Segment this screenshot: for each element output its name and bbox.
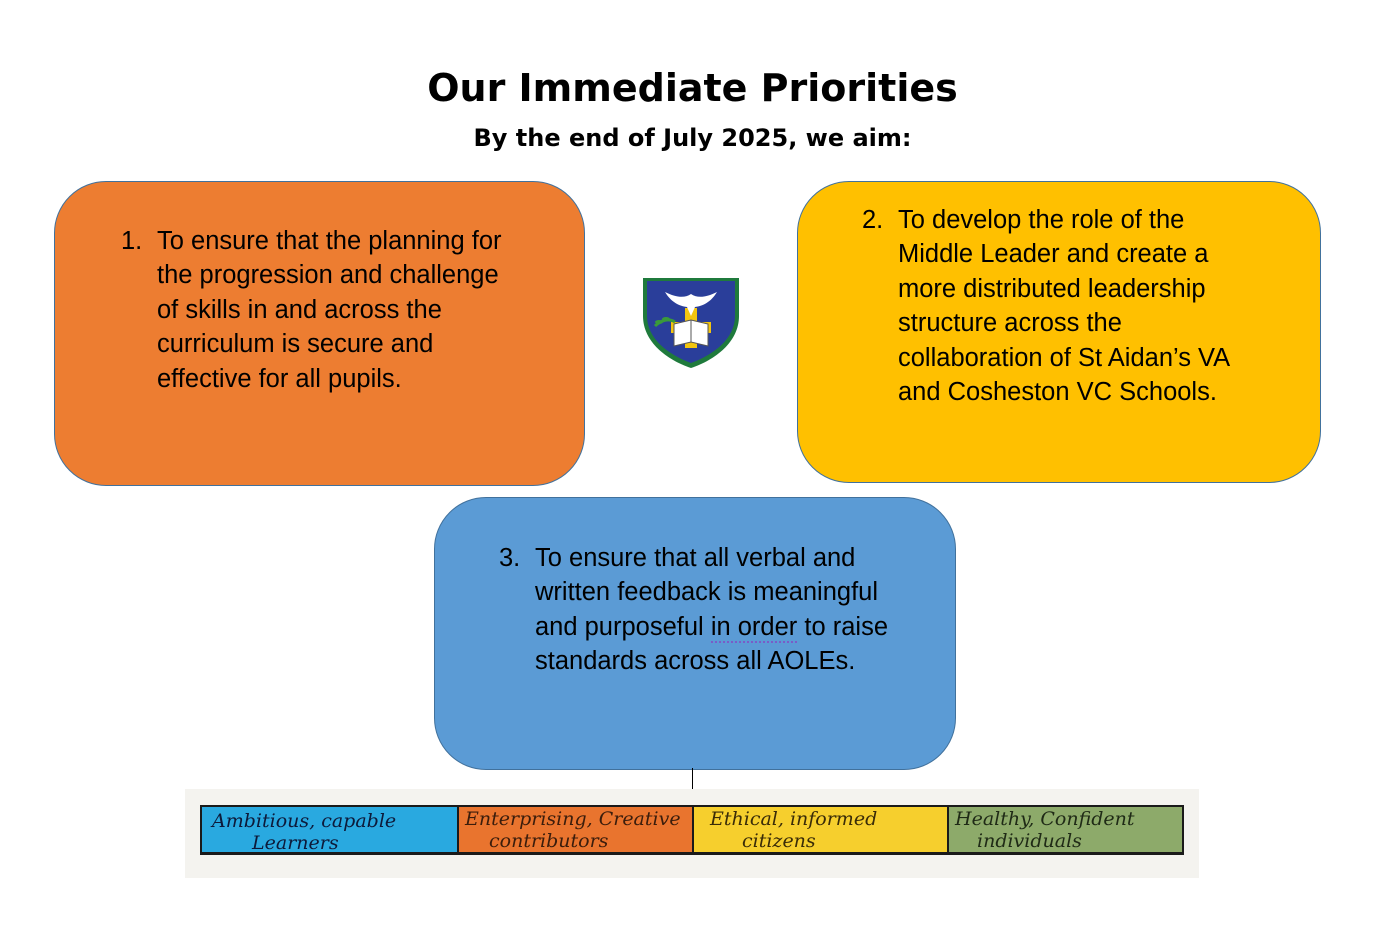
- purpose-ethical: [692, 805, 948, 855]
- page-title: Our Immediate Priorities: [427, 66, 958, 110]
- purpose-line: Learners: [252, 832, 339, 854]
- priority-1-line: curriculum is secure and: [157, 330, 434, 359]
- priority-2-line: and Cosheston VC Schools.: [898, 378, 1217, 407]
- page-subtitle: By the end of July 2025, we aim:: [473, 124, 912, 152]
- priority-2-line: collaboration of St Aidan’s VA: [898, 343, 1231, 372]
- purpose-line: Enterprising, Creative: [465, 808, 681, 830]
- priority-1-line: effective for all pupils.: [157, 364, 402, 393]
- priority-2-line: structure across the: [898, 309, 1122, 338]
- purpose-ambitious: [200, 805, 458, 855]
- priority-2-number: 2.: [862, 206, 884, 234]
- priority-2-text: [862, 203, 1298, 409]
- priority-1-text: [121, 224, 557, 396]
- priority-3-number: 3.: [499, 544, 521, 572]
- priority-3-fragment: and purposeful: [535, 612, 704, 641]
- purpose-line: Healthy, Confident: [955, 808, 1135, 830]
- purpose-line: Ethical, informed: [710, 808, 878, 830]
- priority-1-line: the progression and challenge: [157, 261, 499, 290]
- priority-1-line: of skills in and across the: [157, 295, 442, 324]
- priority-3-line: [535, 610, 955, 644]
- purpose-healthy: [947, 805, 1184, 855]
- priority-3-text: [499, 541, 955, 679]
- purpose-enterprising: [457, 805, 693, 855]
- priority-3-line: standards across all AOLEs.: [535, 647, 856, 676]
- priority-2-line: more distributed leadership: [898, 274, 1206, 303]
- purpose-line: Ambitious, capable: [212, 810, 397, 832]
- priority-2-line: To develop the role of the: [898, 206, 1185, 234]
- purpose-line: contributors: [489, 830, 609, 852]
- priority-3-line: To ensure that all verbal and: [535, 544, 856, 572]
- connector-line: [692, 768, 693, 790]
- purpose-line: citizens: [742, 830, 816, 852]
- school-crest-icon: [641, 276, 741, 370]
- priority-1-line: To ensure that the planning for: [157, 227, 502, 255]
- priority-3-fragment: to raise: [804, 612, 888, 641]
- priority-2-line: Middle Leader and create a: [898, 240, 1209, 269]
- priority-3-line: written feedback is meaningful: [535, 578, 879, 607]
- purpose-line: individuals: [977, 830, 1082, 852]
- priority-1-number: 1.: [121, 227, 143, 255]
- priority-3-fragment: in order: [710, 612, 798, 641]
